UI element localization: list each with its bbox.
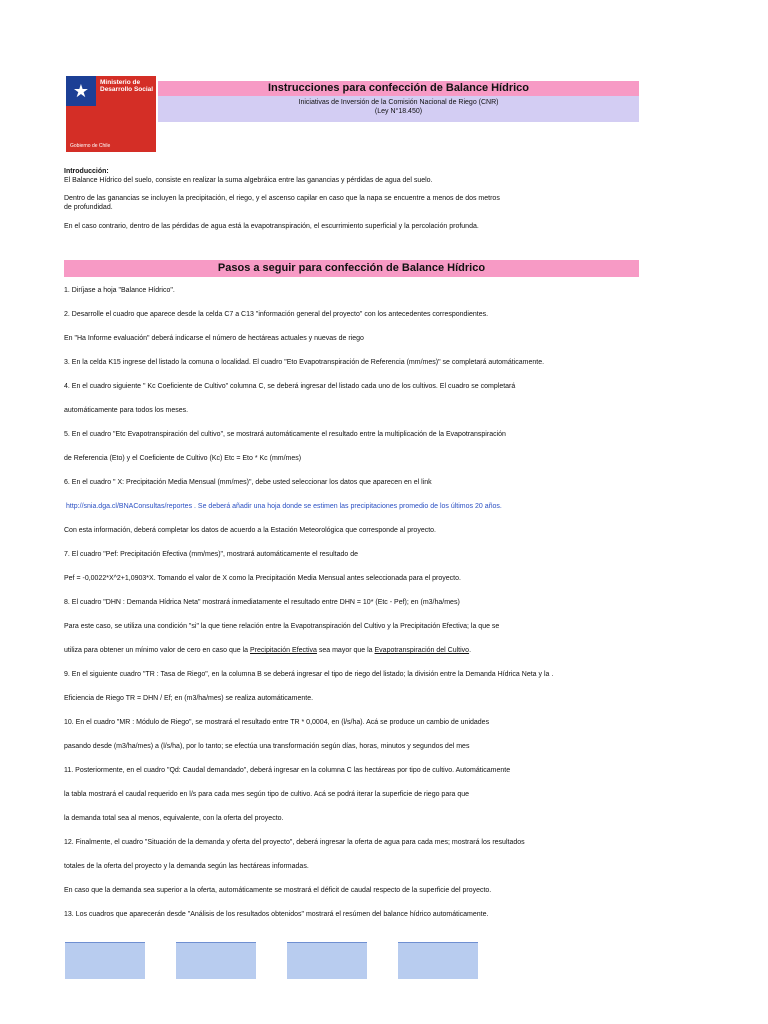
step-4b: automáticamente para todos los meses. [64,407,189,414]
step-11a: 11. Posteriormente, en el cuadro "Qd: Caudal demandado", deberá ingresar en la columna C las hectáreas por tipo de cultivo. Automáticamente [64,767,511,774]
intro-p3: En el caso contrario, dentro de las pérdidas de agua está la evapotranspiración, el escurrimiento superficial y la percolación profunda. [64,223,479,230]
step-6-link-note: . Se deberá añadir una hoja donde se estimen las precipitaciones promedio de los últimos 20 años. [194,503,502,510]
intro-p1: El Balance Hídrico del suelo, consiste en realizar la suma algebráica entre las ganancias y pérdidas de agua del suelo. [64,177,433,184]
step-1: 1. Diríjase a hoja "Balance Hídrico". [64,287,175,294]
step-12a: 12. Finalmente, el cuadro "Situación de la demanda y oferta del proyecto", deberá ingresar la oferta de agua para cada mes; mostrará los resultados [64,839,525,846]
step-6c: Con esta información, deberá completar los datos de acuerdo a la Estación Meteorológica que corresponde al proyecto. [64,527,436,534]
step-8a: 8. El cuadro "DHN : Demanda Hídrica Neta" mostrará inmediatamente el resultado entre DHN = 10* (Etc - Pef); en (m3/ha/mes) [64,599,460,606]
header-subtitle-1: Iniciativas de Inversión de la Comisión Nacional de Riego (CNR) [298,99,499,106]
header-subtitle-2: (Ley N°18.450) [374,108,423,115]
intro-heading: Introducción: [64,168,109,175]
step-8c-mid: sea mayor que la [316,647,375,654]
nav-button-1[interactable] [65,942,145,979]
nav-button-2[interactable] [176,942,256,979]
step-8c [64,646,644,655]
step-12c: En caso que la demanda sea superior a la oferta, automáticamente se mostrará el déficit de caudal respecto de la superficie del proyecto. [64,887,492,894]
nav-button-3[interactable] [287,942,367,979]
step-8b: Para este caso, se utiliza una condición "si" la que tiene relación entre la Evapotranspiración del Cultivo y la Precipitación Efectiva; la que se [64,623,500,630]
step-11b: la tabla mostrará el caudal requerido en l/s para cada mes según tipo de cultivo. Acá se podrá iterar la superficie de riego para que [64,791,470,798]
step-8c-underlined-1: Precipitación Efectiva [250,647,317,654]
step-2: 2. Desarrolle el cuadro que aparece desde la celda C7 a C13 "información general del proyecto" con los antecedentes correspondientes. [64,311,489,318]
step-7a: 7. El cuadro "Pef: Precipitación Efectiva (mm/mes)", mostrará automáticamente el resultado de [64,551,359,558]
coat-of-arms-icon: ★ [72,81,90,101]
page-title: Instrucciones para confección de Balance Hídrico [158,81,639,96]
step-8c-end: . [469,647,472,654]
step-4a: 4. En el cuadro siguiente " Kc Coeficiente de Cultivo" columna C, se deberá ingresar del listado cada uno de los cultivos. El cuadro se completará [64,383,516,390]
step-5b: de Referencia (Eto) y el Coeficiente de Cultivo (Kc) Etc = Eto * Kc (mm/mes) [64,455,302,462]
header-subtitle-box [158,96,639,122]
logo-government-text: Gobierno de Chile [70,143,111,149]
step-8c-pre: utiliza para obtener un mínimo valor de cero en caso que la [64,647,250,654]
step-7b: Pef = -0,0022*X^2+1,0903*X. Tomando el valor de X como la Precipitación Media Mensual antes seleccionada para el proyecto. [64,575,461,582]
step-6-link-line [66,502,646,511]
step-10b: pasando desde (m3/ha/mes) a (l/s/ha), por lo tanto; se efectúa una transformación según días, horas, minutos y segundos del mes [64,743,470,750]
ministry-logo [66,76,156,152]
step-9b: Eficiencia de Riego TR = DHN / Ef; en (m3/ha/mes) se realiza automáticamente. [64,695,314,702]
steps-header: Pasos a seguir para confección de Balance Hídrico [64,260,639,277]
step-10a: 10. En el cuadro "MR : Módulo de Riego", se mostrará el resultado entre TR * 0,0004, en (l/s/ha). Acá se produce un cambio de unidades [64,719,490,726]
intro-p2a: Dentro de las ganancias se incluyen la precipitación, el riego, y el ascenso capilar en caso que la napa se encuentre a menos de dos metros [64,195,500,202]
step-3: 3. En la celda K15 ingrese del listado la comuna o localidad. El cuadro "Eto Evapotranspiración de Referencia (mm/mes)" se completará automáticamente. [64,359,545,366]
step-5a: 5. En el cuadro "Etc Evapotranspiración del cultivo", se mostrará automáticamente el resultado entre la multiplicación de la Evapotranspiración [64,431,506,438]
nav-button-4[interactable] [398,942,478,979]
step-9a: 9. En el siguiente cuadro "TR : Tasa de Riego", en la columna B se deberá ingresar el tipo de riego del listado; la división entre la Demanda Hídrica Neta y la . [64,671,554,678]
step-6a: 6. En el cuadro " X: Precipitación Media Mensual (mm/mes)", debe usted seleccionar los datos que aparecen en el link [64,479,432,486]
step-8c-underlined-2: Evapotranspiración del Cultivo [374,647,470,654]
snia-link[interactable]: http://snia.dga.cl/BNAConsultas/reportes [66,503,193,510]
step-2-note: En "Ha Informe evaluación" deberá indicarse el número de hectáreas actuales y nuevas de riego [64,335,364,342]
step-11c: la demanda total sea al menos, equivalente, con la oferta del proyecto. [64,815,284,822]
logo-ministry-text: Ministerio de Desarrollo Social [100,79,154,93]
step-12b: totales de la oferta del proyecto y la demanda según las hectáreas informadas. [64,863,309,870]
step-13: 13. Los cuadros que aparecerán desde "Análisis de los resultados obtenidos" mostrará el resúmen del balance hídrico automáticamente. [64,911,489,918]
intro-p2b: de profundidad. [64,204,113,211]
